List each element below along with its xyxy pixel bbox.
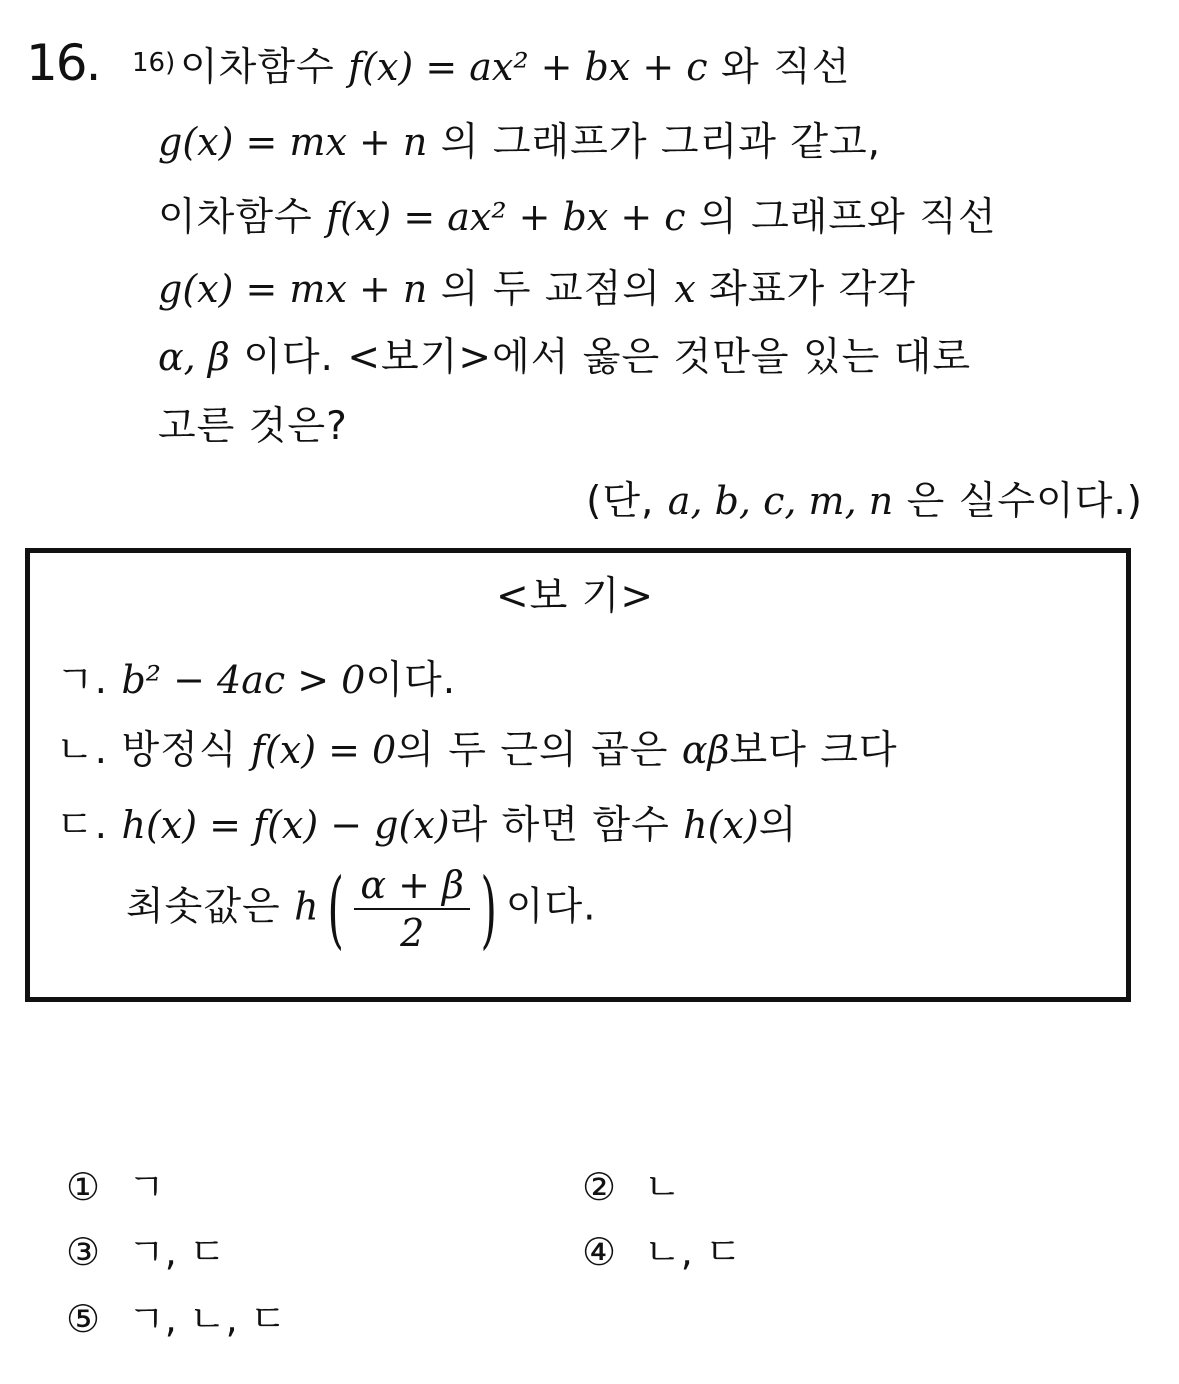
- text: 고른 것은?: [158, 404, 348, 449]
- choice-mark: ⑤: [66, 1297, 101, 1341]
- text: 보다 크다: [729, 728, 898, 773]
- text: 이차함수: [180, 45, 349, 90]
- math-g: g(x) = mx + n: [158, 120, 428, 164]
- choice-3[interactable]: [66, 1227, 226, 1277]
- choice-4[interactable]: [582, 1227, 742, 1277]
- math-alpha-beta: αβ: [681, 728, 730, 772]
- text: 좌표가 각각: [709, 267, 916, 312]
- choice-text: ㄱ, ㄴ, ㄷ: [128, 1297, 287, 1341]
- text: 이다.: [505, 884, 597, 930]
- choice-text: ㄴ: [644, 1165, 681, 1209]
- text: (단,: [586, 479, 668, 524]
- question-line-1: [180, 42, 850, 93]
- choice-mark: ①: [66, 1165, 101, 1209]
- choice-mark: ④: [582, 1230, 617, 1274]
- bogi-title: <보 기>: [495, 574, 655, 619]
- item-label: ㄴ.: [56, 728, 109, 773]
- choice-text: ㄱ, ㄷ: [128, 1230, 226, 1274]
- text: 이다. <보기>에서 옳은 것만을 있는 대로: [243, 335, 972, 380]
- text: 이다.: [365, 658, 457, 703]
- choice-5[interactable]: [66, 1294, 287, 1344]
- question-line-4: [158, 264, 916, 315]
- fraction-numerator: α + β: [354, 862, 470, 910]
- fraction-denominator: 2: [400, 911, 425, 955]
- math-h: h(x): [683, 803, 759, 847]
- math-equation: f(x) = 0: [250, 728, 397, 772]
- math-alpha-beta: α, β: [158, 335, 230, 379]
- math-discriminant: b² − 4ac > 0: [121, 658, 366, 702]
- math-x: x: [674, 267, 696, 311]
- choice-1[interactable]: [66, 1162, 165, 1212]
- bogi-item-2: [56, 725, 898, 776]
- bogi-item-3: [56, 800, 797, 851]
- math-h-definition: h(x) = f(x) − g(x): [121, 803, 450, 847]
- question-condition: [586, 476, 1143, 527]
- question-number: 16.: [26, 34, 100, 92]
- choice-text: ㄴ, ㄷ: [644, 1230, 742, 1274]
- item-label: ㄷ.: [56, 803, 109, 848]
- text: 방정식: [121, 728, 251, 773]
- text: 의 두 근의 곱은: [396, 728, 682, 773]
- text: 은 실수이다.): [906, 479, 1143, 524]
- math-f: f(x) = ax² + bx + c: [326, 195, 686, 239]
- text: 최솟값은: [126, 884, 295, 930]
- question-line-6: [158, 402, 348, 452]
- question-line-3: [158, 192, 997, 243]
- math-g: g(x) = mx + n: [158, 267, 428, 311]
- choice-mark: ②: [582, 1165, 617, 1209]
- bogi-item-1: [56, 655, 456, 706]
- item-label: ㄱ.: [56, 658, 109, 703]
- math-h: h: [294, 884, 319, 929]
- math-variables: a, b, c, m, n: [667, 479, 894, 523]
- bogi-item-3-continuation: [126, 862, 597, 956]
- text: 의 두 교점의: [440, 267, 675, 312]
- text: 의: [758, 803, 798, 848]
- text: 라 하면 함수: [449, 803, 684, 848]
- text: 와 직선: [721, 45, 851, 90]
- choice-text: ㄱ: [128, 1165, 165, 1209]
- question-reference: 16): [132, 48, 176, 78]
- question-line-5: [158, 332, 971, 383]
- text: 의 그래프가 그리과 같고,: [440, 120, 882, 165]
- question-line-2: [158, 117, 881, 168]
- math-f: f(x) = ax² + bx + c: [348, 45, 708, 89]
- choice-mark: ③: [66, 1230, 101, 1274]
- fraction: [354, 862, 470, 956]
- text: 의 그래프와 직선: [699, 195, 997, 240]
- choice-2[interactable]: [582, 1162, 681, 1212]
- left-paren: (: [327, 860, 344, 958]
- right-paren: ): [480, 860, 498, 958]
- text: 이차함수: [158, 195, 327, 240]
